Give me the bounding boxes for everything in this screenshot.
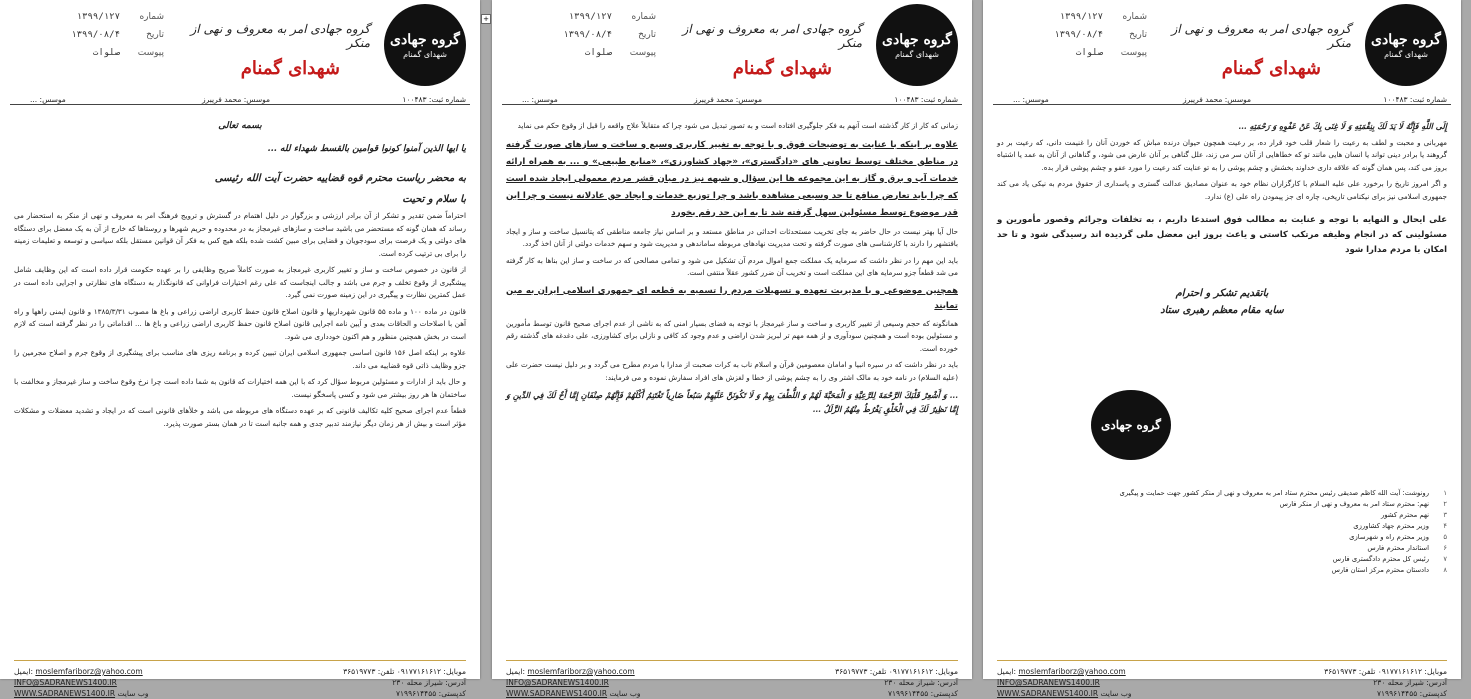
- list-item: ۷ رئیس کل محترم دادگستری فارس: [1332, 555, 1447, 563]
- letter-meta: [506, 8, 656, 62]
- number-label: شماره: [1122, 12, 1147, 22]
- paragraph: حال آیا بهتر نیست در حال حاضر به جای تخریب مستحدثات احداثی در مناطق مستعد و بر اساس نیاز جامعه مناطقی که پتانسیل ساخت و ساز و ایجاد بافتشهر را دارند با کارشناسی های صورت گرفته و تحت مدیریت نهادهای مربوطه ساماندهی و مدیریت شود و سهم خدمات دولتی از آنان اخذ گردد.: [506, 226, 958, 248]
- document-page-1: [0, 0, 480, 698]
- attachment-label: پیوست: [629, 48, 656, 58]
- email-link[interactable]: moslemfariborz@yahoo.com: [35, 667, 143, 676]
- paragraph: مهربانی و محبت و لطف به رعیت را شعار قلب خود قرار ده، بر رعیت همچون حیوان درنده مباش که خوردن آنان را غنیمت دانی، که رعیت بر دو گروهند یا برادر دینی تواند یا انسان هایی مانند تو که خطاهایی از آنان سر می زند، علل گناهی بر آنان عارض می شود، و گناهانی از آنان به عمد یا اشتباه بروز می کند، پس همان گونه که علاقه داری خداوند بخشش و چشم پوشی را به تو عنایت کند رعیت را مورد عفو و چشم پوشی قرار بده.: [997, 137, 1447, 172]
- number-value: ۱۳۹۹/۱۲۷: [1059, 12, 1103, 22]
- address-line: آدرس: شیراز محله ۲۳۰: [392, 678, 466, 687]
- group-name: شهدای گمنام: [240, 58, 340, 79]
- website-label: وب سایت: [1100, 689, 1132, 698]
- date-label: تاریخ: [1129, 30, 1147, 40]
- document-page-2: [492, 0, 972, 698]
- list-item: ۳ نهم محترم کشور: [1381, 511, 1447, 519]
- date-value: ۱۳۹۹/۰۸/۴: [563, 30, 612, 40]
- founder-line-2: موسس: ...: [522, 95, 558, 104]
- email-label: ایمیل:: [506, 667, 525, 676]
- date-label: تاریخ: [638, 30, 656, 40]
- letter-body: [997, 120, 1447, 321]
- letter-footer: [997, 660, 1447, 698]
- email-link[interactable]: moslemfariborz@yahoo.com: [527, 667, 635, 676]
- attachment-value: صلوات: [1075, 48, 1103, 58]
- email-link[interactable]: moslemfariborz@yahoo.com: [1018, 667, 1126, 676]
- number-value: ۱۳۹۹/۱۲۷: [568, 12, 612, 22]
- founder-line: موسس: محمد فریبرز: [1183, 95, 1251, 104]
- paragraph: قانون در ماده ۱۰۰ و ماده ۵۵ قانون شهرداریها و قانون اصلاح قانون حفظ کاربری اراضی زراعی و باغ ها مصوب ۱۳۸۵/۳/۳۱ و قانون ایمنی راهها و راه آهن با اصلاحات و الحاقات بعدی و آیین نامه اجرایی قانون اصلاح قانون حفظ کاربری اراضی زراعی و باغ ها ... اقداماتی را در نظر گرفته است که لازم است در بخش همچنین منظور و هم اکنون خودداری می شود.: [14, 306, 466, 341]
- letter-meta: [997, 8, 1147, 62]
- header-divider: [993, 104, 1451, 105]
- document-page-3: [983, 0, 1461, 698]
- date-value: ۱۳۹۹/۰۸/۴: [1054, 30, 1103, 40]
- info-email-link[interactable]: INFO@SADRANEWS1400.IR: [14, 678, 117, 687]
- date-value: ۱۳۹۹/۰۸/۴: [71, 30, 120, 40]
- date-label: تاریخ: [146, 30, 164, 40]
- phone-line: موبایل: ۰۹۱۷۷۱۶۱۶۱۲ تلفن: ۳۶۵۱۹۷۷۳: [343, 667, 466, 676]
- list-item: ۶ استاندار محترم فارس: [1367, 544, 1447, 552]
- closing-paragraph: علی ایحال و النهایه با توجه و عنایت به مطالب فوق استدعا داریم ، به تخلفات وجرائم وقصور مأمورین و مسئولینی که در انجام وظیفه مرتکب کاستی و یاعث بروز این معضل ملی گردیده اند رسیدگی شود و تا حد امکان با مردم مدارا شود: [997, 215, 1447, 255]
- number-label: شماره: [631, 12, 656, 22]
- number-value: ۱۳۹۹/۱۲۷: [76, 12, 120, 22]
- signature-line: سایه مقام معظم رهبری ستاد: [1160, 304, 1284, 316]
- attachment-value: صلوات: [584, 48, 612, 58]
- paragraph: از قانون در خصوص ساخت و ساز و تغییر کاربری غیرمجاز به صورت کاملاً صریح وظایفی را بر عهده حکومت قرار داده است که این وظایف شامل پیشگیری از وقوع تخلف و جرم می باشد و جالب اینجاست که علی رغم اختیارات فراوانی که قانونگذار به دستگاه های نظارتی و اجرایی داده است در عمل کمترین نظارت و پیگیری در این زمینه صورت نمی گیرد.: [14, 265, 466, 299]
- group-title: گروه جهادی امر به معروف و نهی از منکر: [682, 22, 862, 50]
- group-title: گروه جهادی امر به معروف و نهی از منکر: [1171, 22, 1351, 50]
- signoff: باتقدیم تشکر و احترام: [1175, 288, 1269, 299]
- postal-line: کدپستی: ۷۱۹۹۶۱۴۴۵۵: [887, 689, 958, 698]
- attachment-label: پیوست: [137, 48, 164, 58]
- group-logo: گروه جهادی شهدای گمنام: [1365, 4, 1447, 86]
- letter-meta: [14, 8, 164, 62]
- list-item: ۴ وزیر محترم جهاد کشاورزی: [1353, 522, 1447, 530]
- postal-line: کدپستی: ۷۱۹۹۶۱۴۴۵۵: [1376, 689, 1447, 698]
- founder-line-2: موسس: ...: [1013, 95, 1049, 104]
- paragraph: همانگونه که حجم وسیعی از تغییر کاربری و ساخت و ساز غیرمجاز با توجه به فضای بسیار امنی که به ناشی از عدم اجرای صحیح قانون توسط مأمورین و مسئولین بوده است و همچنین سودآوری و از همه مهم تر لبریز شدن اراضی و عدم وجود کد کافی و نازلی برای کشاورزی، علی دغدغه های گذشته رقم خورده است.: [506, 318, 958, 353]
- letterhead: [0, 0, 480, 118]
- highlighted-paragraph-2: همچنین موضوعی و با مدیریت تعهده و تسهیلات مردم را تسمیه به قطعه ای جمهوری اسلامی ایران به مین تمایند: [506, 285, 958, 311]
- attachment-value: صلوات: [92, 48, 120, 58]
- greeting: با سلام و تحیت: [402, 193, 466, 205]
- letter-footer: [14, 660, 466, 698]
- phone-line: موبایل: ۰۹۱۷۷۱۶۱۶۱۲ تلفن: ۳۶۵۱۹۷۷۳: [1324, 667, 1447, 676]
- arabic-quote: إِلَى اللَّهِ فَإِنَّهُ لَا يَدَ لَكَ بِنِقْمَتِهِ وَ لَا غِنَى بِكَ عَنْ عَفْوِهِ وَ رَحْمَتِهِ ...: [1238, 121, 1447, 131]
- website-link[interactable]: WWW.SADRANEWS1400.IR: [997, 689, 1099, 698]
- address-line: آدرس: شیراز محله ۲۳۰: [884, 678, 958, 687]
- header-divider: [502, 104, 962, 105]
- registration-line: شماره ثبت: ۱۰۰۴۸۳: [402, 95, 466, 104]
- seal-stamp: گروه جهادی: [1091, 390, 1171, 460]
- founder-line: موسس: محمد فریبرز: [202, 95, 270, 104]
- list-item: ۲ نهم: محترم ستاد امر به معروف و نهی از منکر فارس: [1279, 500, 1447, 508]
- list-item: ۵ وزیر محترم راه و شهرسازی: [1349, 533, 1447, 541]
- address-line: آدرس: شیراز محله ۲۳۰: [1373, 678, 1447, 687]
- quote: یا ایها الذین آمنوا کونوا قوامین بالقسط شهداء لله ...: [267, 143, 466, 154]
- paragraph: و اگر امروز تاریخ را برخورد علی علیه السلام با کارگزاران نظام خود به عنوان مصادیق عدالت گستری و پاسداری از حقوق مردم به نیکی یاد می کند جمهوری اسلامی نیز برای نیکنامی تاریخی، چاره ای جز پیمودن راه علی (ع) ندارد.: [997, 179, 1447, 201]
- founder-line: موسس: محمد فریبرز: [694, 95, 762, 104]
- list-item: ۱ رونوشت: آیت الله کاظم صدیقی رئیس محترم ستاد امر به معروف و نهی از منکر کشور جهت حمایت و پیگیری: [1119, 489, 1447, 497]
- paragraph: باید در نظر داشت که در سیره انبیا و امامان معصومین قرآن و اسلام ناب به کرات صحبت از مدارا با مردم مطرح می گردد و بر دلیل نیست حضرت علی (علیه السلام) در نامه خود به مالک اشتر وی را به چشم پوشی از خطا و لغزش های افراد سفارش نموده و می فرمایند:: [506, 360, 958, 382]
- letterhead: [983, 0, 1461, 118]
- info-email-link[interactable]: INFO@SADRANEWS1400.IR: [997, 678, 1100, 687]
- move-handle-icon[interactable]: +: [481, 14, 491, 24]
- letter-body: [506, 120, 958, 420]
- website-link[interactable]: WWW.SADRANEWS1400.IR: [14, 689, 116, 698]
- paragraph: و حال باید از ادارات و مسئولین مربوط سؤال کرد که با این همه اختیارات که قانون به شما داده است چرا نرخ وقوع ساخت و ساز غیرمجاز و مخالفت با ساختمان ها هر روز بیشتر می شود و کسی پاسخگو نیست.: [14, 377, 466, 399]
- basmala: بسمه تعالی: [218, 121, 262, 131]
- header-divider: [10, 104, 470, 105]
- phone-line: موبایل: ۰۹۱۷۷۱۶۱۶۱۲ تلفن: ۳۶۵۱۹۷۷۳: [835, 667, 958, 676]
- attachment-label: پیوست: [1120, 48, 1147, 58]
- email-label: ایمیل:: [997, 667, 1016, 676]
- paragraph: قطعاً عدم اجرای صحیح کلیه تکالیف قانونی که بر عهده دستگاه های مربوطه می باشد و خلأهای قانونی است که در ایجاد و تشدید معضلات و مشکلات مؤثر است و بیش از هر زمان دیگر نیازمند تدبیر جدی و همه جانبه است تا در همان بستر صورت پذیرد.: [14, 406, 466, 428]
- paragraph: علاوه بر اینکه اصل ۱۵۶ قانون اساسی جمهوری اسلامی ایران تبیین کرده و برنامه ریزی های مناسب برای پیشگیری از وقوع جرم و اصلاح مجرمین را جزو وظایف ذاتی قوه قضاییه می داند.: [14, 348, 466, 370]
- list-item: ۸ دادستان محترم مرکز استان فارس: [1331, 566, 1447, 574]
- addressee: به محضر ریاست محترم قوه قضاییه حضرت آیت الله رئیسی: [214, 173, 466, 184]
- group-title: گروه جهادی امر به معروف و نهی از منکر: [190, 22, 370, 50]
- recipients-list: [997, 488, 1447, 576]
- arabic-quote: ... وَ أَشْعِرْ قَلْبَكَ الرَّحْمَةَ لِلرَّعِيَّةِ وَ الْمَحَبَّةَ لَهُمْ وَ اللُّطْفَ بِهِمْ وَ لَا تَكُونَنَّ عَلَيْهِمْ سَبُعاً ضَارِياً تَغْتَنِمُ أَكْلَهُمْ فَإِنَّهُمْ صِنْفَانِ إِمَّا أَخٌ لَكَ فِي الدِّينِ وَ إِمَّا نَظِيرٌ لَكَ فِي الْخَلْقِ يَفْرُطُ مِنْهُمُ الزَّلَلُ ...: [506, 390, 958, 414]
- group-logo: گروه جهادی شهدای گمنام: [384, 4, 466, 86]
- info-email-link[interactable]: INFO@SADRANEWS1400.IR: [506, 678, 609, 687]
- website-label: وب سایت: [609, 689, 641, 698]
- website-label: وب سایت: [117, 689, 149, 698]
- letterhead: [492, 0, 972, 118]
- highlighted-paragraph: علاوه بر اینکه با عنایت به توضیحات فوق و با توجه به تغییر کاربری وسیع و ساخت و سازهای صورت گرفته در مناطق مختلف توسط تعاونی های «دادگستری»، «جهاد کشاورزی»، «منابع طبیعی» و ... به همراه ارائه خدمات آب و برق و گاز به این مجموعه ها این سؤال و شبهه نیز در میان قشر مردم معمولی ایجاد شده است که چرا باید تعارض منافع تا حد وسیعی مشاهده باشد و چرا توزیع خدمات و ایجاد حق عادلانه نیست و چرا این قدر موضوع توسط مسئولین سهل گرفته شد تا به این حد رقم بخورد: [506, 139, 958, 218]
- paragraph: احتراماً ضمن تقدیر و تشکر از آن برادر ارزشی و بزرگوار در دلیل اهتمام در گسترش و ترویج فرهنگ امر به معروف و نهی از منکر به استحضار می رساند که همان گونه که مستحضر می باشید ساخت و سازهای غیرمجاز به در محدوده و حریم شهرها و روستاها که خارج از آن به یک معضل برای دستگاه های دولتی و یک فرصت برای سودجویان و قضایی برای مبین کشت شده بلکه هیچ کس به فکر آن قوانین مستقل بلکه سیاسی و توسعه و تعلیمات زمینه را برای بی ترتیب کرده است.: [14, 211, 466, 258]
- paragraph: باید این مهم را در نظر داشت که سرمایه یک مملکت جمع اموال مردم آن تشکیل می شود و تمامی مصالحی که در ساخت و ساز این بناها به کار گرفته می شد قطعاً جزو سرمایه های این مملکت است و تخریب آن ضرر کشور عقلاً منتفی است.: [506, 255, 958, 277]
- intro-paragraph: زمانی که کار از کار گذشته است آنهم به فکر جلوگیری افتاده است و به تصور تبدیل می شود چرا که متقابلاً علاج واقعه را قبل از وقوع حکم می نماید: [517, 121, 958, 130]
- founder-line-2: موسس: ...: [30, 95, 66, 104]
- group-name: شهدای گمنام: [732, 58, 832, 79]
- registration-line: شماره ثبت: ۱۰۰۴۸۳: [894, 95, 958, 104]
- letter-body: [14, 120, 466, 434]
- email-label: ایمیل:: [14, 667, 33, 676]
- letter-footer: [506, 660, 958, 698]
- website-link[interactable]: WWW.SADRANEWS1400.IR: [506, 689, 608, 698]
- group-logo: گروه جهادی شهدای گمنام: [876, 4, 958, 86]
- number-label: شماره: [139, 12, 164, 22]
- postal-line: کدپستی: ۷۱۹۹۶۱۴۴۵۵: [395, 689, 466, 698]
- group-name: شهدای گمنام: [1221, 58, 1321, 79]
- registration-line: شماره ثبت: ۱۰۰۴۸۳: [1383, 95, 1447, 104]
